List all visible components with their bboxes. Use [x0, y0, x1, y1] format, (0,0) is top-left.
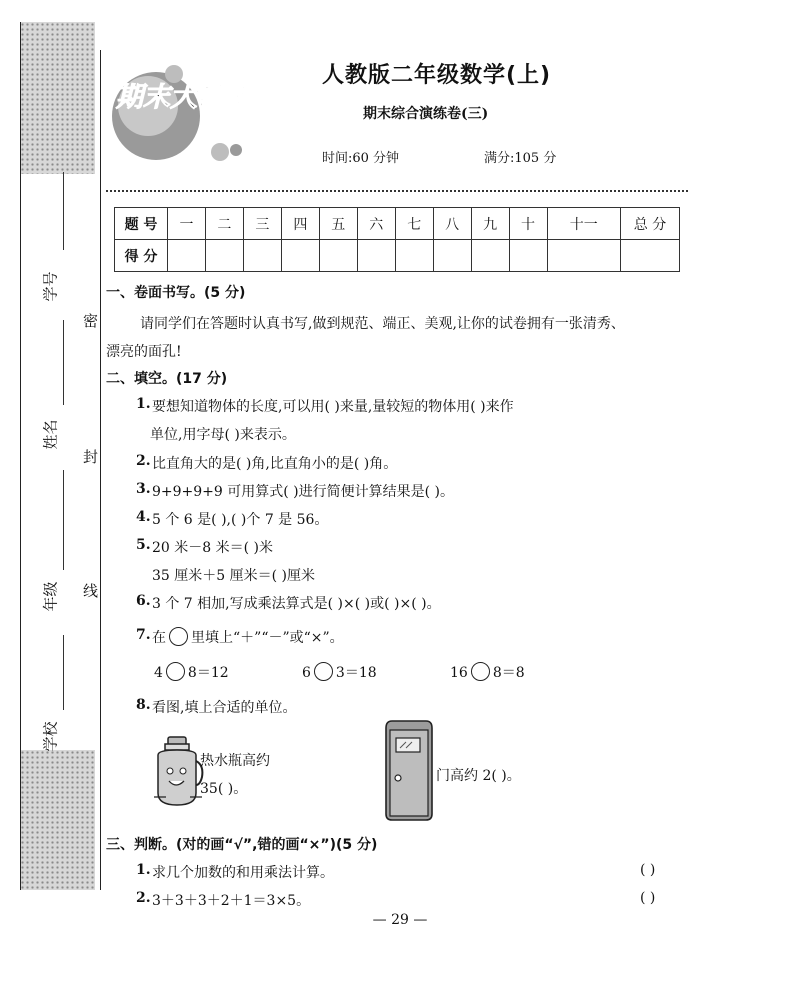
s3-q2-text: 3＋3＋3＋2＋1＝3×5。: [152, 893, 311, 909]
score-cell[interactable]: [509, 240, 547, 272]
score-cell[interactable]: [357, 240, 395, 272]
section2-title: 二、填空。(17 分): [106, 371, 228, 387]
seal-word-mi: 密: [83, 312, 99, 330]
q4-text: 5 个 6 是( ),( )个 7 是 56。: [152, 512, 329, 528]
s3-q2-answer[interactable]: ( ): [640, 890, 656, 906]
seal-word-xian: 线: [83, 582, 99, 600]
margin-pattern-bottom: [20, 750, 95, 890]
q1-number: 1.: [136, 396, 151, 412]
binding-line-inner: [100, 50, 101, 890]
s3-q2-number: 2.: [136, 890, 151, 906]
thermos-illustration: [150, 735, 206, 810]
exam-full-score: 满分:105 分: [484, 151, 557, 166]
q7-text-b: 里填上“＋”“－”或“×”。: [191, 630, 344, 646]
field-label-school: 学校: [41, 721, 60, 752]
q5-text-line1: 20 米－8 米＝( )米: [152, 540, 273, 556]
page-title: 人教版二年级数学(上): [322, 63, 552, 88]
score-table-col: 四: [281, 208, 319, 240]
q7-text: [152, 627, 344, 647]
score-table-col: 七: [395, 208, 433, 240]
score-cell[interactable]: [168, 240, 206, 272]
door-illustration: [380, 718, 436, 822]
q6-text: 3 个 7 相加,写成乘法算式是( )×( )或( )×( )。: [152, 596, 441, 612]
s3-q1-text: 求几个加数的和用乘法计算。: [152, 865, 334, 881]
q8-number: 8.: [136, 697, 151, 713]
score-table-col: 一: [168, 208, 206, 240]
score-table-col: 总 分: [621, 208, 680, 240]
page-subtitle: 期末综合演练卷(三): [363, 106, 489, 122]
q3-number: 3.: [136, 481, 151, 497]
q8-thermos-line2: 35( )。: [200, 781, 248, 797]
score-table-header-row: [115, 208, 680, 240]
q1-text-line2: 单位,用字母( )来表示。: [150, 427, 296, 443]
s3-q1-number: 1.: [136, 862, 151, 878]
score-cell[interactable]: [621, 240, 680, 272]
q6-number: 6.: [136, 593, 151, 609]
q1-text-line1: 要想知道物体的长度,可以用( )来量,量较短的物体用( )来作: [152, 399, 514, 415]
score-cell[interactable]: [205, 240, 243, 272]
q7-equation-1: 4 8＝12: [154, 662, 229, 682]
score-cell[interactable]: [547, 240, 620, 272]
score-table-col: 三: [243, 208, 281, 240]
score-cell[interactable]: [319, 240, 357, 272]
q3-text: 9+9+9+9 可用算式( )进行简便计算结果是( )。: [152, 484, 455, 500]
q5-text-line2: 35 厘米＋5 厘米＝( )厘米: [152, 568, 315, 584]
q4-number: 4.: [136, 509, 151, 525]
logo-text: 期末大冲刺: [116, 82, 251, 113]
seal-word-feng: 封: [83, 448, 99, 466]
exam-logo: [108, 58, 258, 168]
operator-circle-icon: [169, 627, 188, 646]
score-table-col: 二: [205, 208, 243, 240]
score-table: [114, 207, 680, 272]
q2-number: 2.: [136, 453, 151, 469]
score-cell[interactable]: [281, 240, 319, 272]
score-table-col: 五: [319, 208, 357, 240]
field-label-name: 姓名: [41, 419, 60, 450]
section1-text-line1: 请同学们在答题时认真书写,做到规范、端正、美观,让你的试卷拥有一张清秀、: [140, 316, 625, 332]
q5-number: 5.: [136, 537, 151, 553]
margin-pattern-top: [20, 22, 95, 174]
score-table-score-label: 得 分: [115, 240, 168, 272]
q8-text: 看图,填上合适的单位。: [152, 700, 297, 716]
score-table-score-row: [115, 240, 680, 272]
s3-q1-answer[interactable]: ( ): [640, 862, 656, 878]
q8-thermos-line1: 热水瓶高约: [200, 753, 270, 769]
operator-circle-1[interactable]: [166, 662, 185, 681]
score-cell[interactable]: [395, 240, 433, 272]
section3-title: 三、判断。(对的画“√”,错的画“×”)(5 分): [106, 837, 378, 853]
page-number: — 29 —: [372, 912, 428, 928]
score-cell[interactable]: [433, 240, 471, 272]
score-table-col: 十一: [547, 208, 620, 240]
binding-line-outer: [20, 22, 21, 890]
q8-door-text: 门高约 2( )。: [436, 768, 521, 784]
q2-text: 比直角大的是( )角,比直角小的是( )角。: [152, 456, 398, 472]
score-table-col: 九: [471, 208, 509, 240]
field-label-grade: 年级: [41, 581, 60, 612]
section1-title: 一、卷面书写。(5 分): [106, 285, 246, 301]
header-divider: [106, 190, 688, 192]
q7-equation-2: 6 3＝18: [302, 662, 377, 682]
operator-circle-3[interactable]: [471, 662, 490, 681]
q7-text-a: 在: [152, 630, 166, 646]
section1-text-line2: 漂亮的面孔!: [106, 344, 182, 360]
score-cell[interactable]: [471, 240, 509, 272]
score-table-col: 十: [509, 208, 547, 240]
exam-time: 时间:60 分钟: [322, 151, 400, 166]
score-table-header-label: 题 号: [115, 208, 168, 240]
score-cell[interactable]: [243, 240, 281, 272]
score-table-col: 六: [357, 208, 395, 240]
q7-equation-3: 16 8＝8: [450, 662, 525, 682]
score-table-col: 八: [433, 208, 471, 240]
field-line-student-id: [63, 172, 64, 250]
field-label-student-id: 学号: [41, 271, 60, 302]
field-line-school: [63, 635, 64, 710]
operator-circle-2[interactable]: [314, 662, 333, 681]
field-line-grade: [63, 470, 64, 570]
q7-number: 7.: [136, 627, 151, 643]
field-line-name: [63, 320, 64, 405]
